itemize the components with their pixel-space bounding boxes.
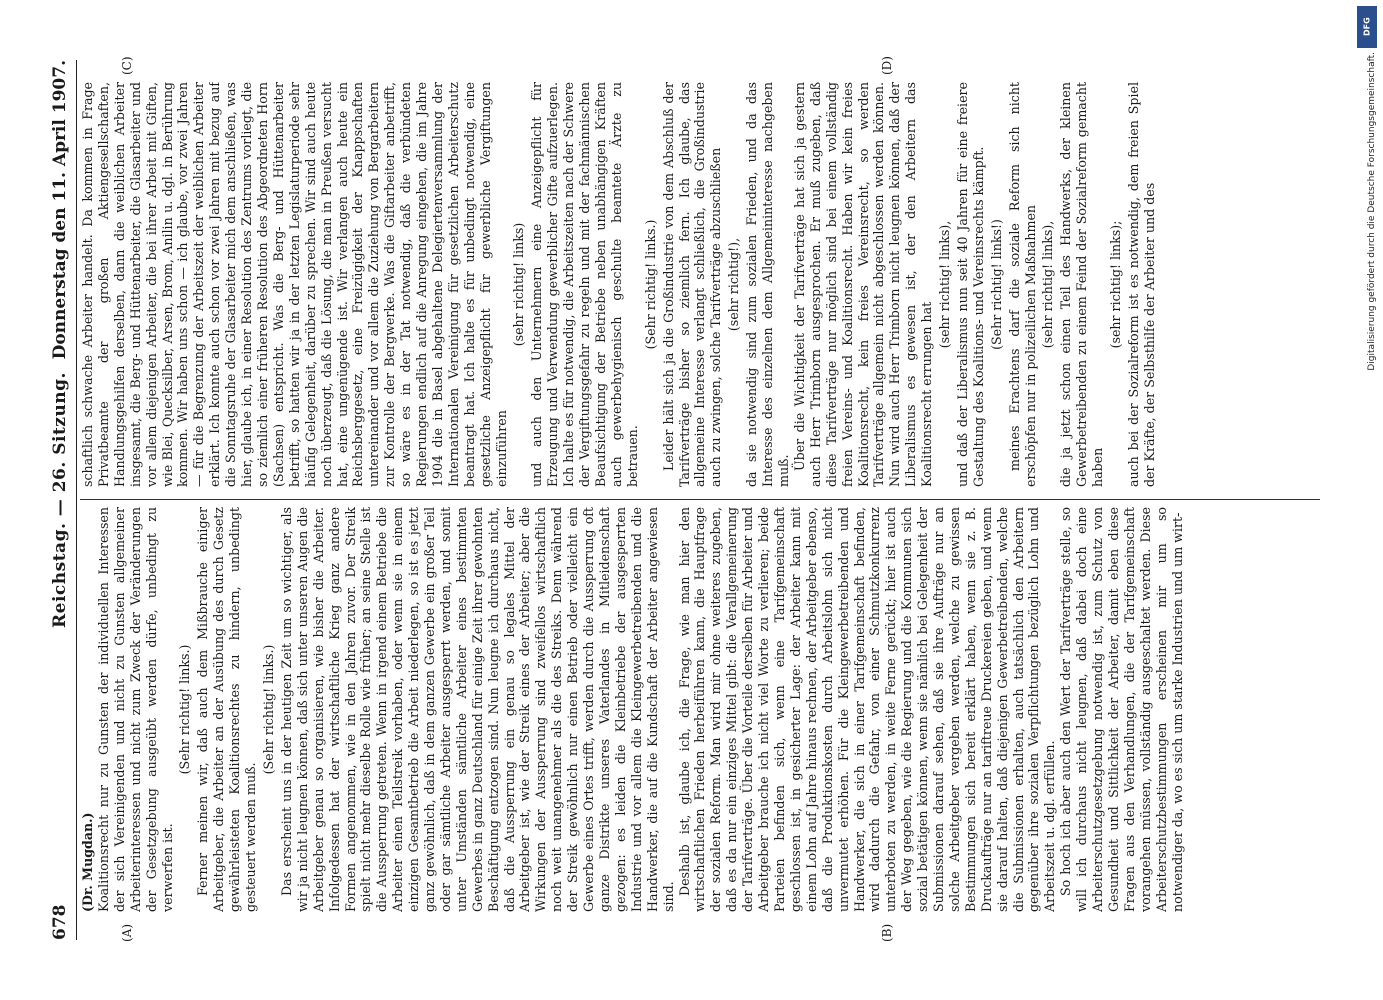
session-date: Donnerstag den 11. April 1907. bbox=[50, 60, 70, 360]
running-head bbox=[50, 60, 72, 940]
interjection: (Sehr richtig! links.) bbox=[260, 644, 276, 775]
paragraph: Koalitionsrecht nur zu Gunsten der individuellen Interessen der sich Vereinigenden und nicht zu Gunsten allgemeiner Arbeiterinteressen und nicht zum Zweck der Veränderungen der Gesetzgebung ausgeübt werden dürfe, unbedingt zu verwerfen ist. bbox=[95, 507, 175, 912]
paragraph: und daß der Liberalismus nun seit 40 Jahren für eine freiere Gestaltung des Koalitions- und Vereinsrechts kämpft. bbox=[954, 82, 986, 487]
paragraph: Über die Wichtigkeit der Tarifverträge hat sich ja gestern auch Herr Trimborn ausgesprochen. Er muß zugeben, daß diese Tarifverträge nur möglich sind bei einem vollständig freien Vereins- und Koalitionsrecht. Haben wir kein freies Koalitionsrecht, kein freies Vereinsrecht, so werden Tarifverträge allgemein nicht abgeschlossen werden können. Nun wird auch Herr Trimborn nicht leugnen können, daß der Liberalismus es gewesen ist, der den Arbeitern das Koalitionsrecht errungen hat bbox=[791, 82, 935, 487]
dfg-logo: DFG bbox=[1357, 6, 1377, 48]
paragraph: auch bei der Sozialreform ist es notwendig, dem freien Spiel der Kräfte, der Selbsthilfe der Arbeiter und des bbox=[1126, 82, 1157, 487]
speaker-label: (Dr. Mugdan.) bbox=[80, 812, 95, 912]
page-number: 678 bbox=[50, 904, 70, 940]
interjection: (sehr richtig! links), bbox=[1040, 220, 1056, 349]
paragraph: die ja jetzt schon einen Teil des Handwerks, der kleinen Gewerbetreibenden zu einem Feind der Sozialreform gemacht haben bbox=[1058, 82, 1106, 487]
interjection: (sehr richtig! links); bbox=[1108, 220, 1124, 349]
paragraph: meines Erachtens darf die soziale Reform sich nicht erschöpfen nur in polizeilichen Maßnahmen bbox=[1006, 82, 1038, 487]
interjection: (sehr richtig! links) bbox=[511, 222, 527, 347]
interjection: (sehr richtig! links), bbox=[937, 220, 953, 349]
interjection: (Sehr richtig! links.) bbox=[177, 644, 193, 775]
paragraph: Leider hält sich ja die Großindustrie von dem Abschluß der Tarifverträge bisher so ziemlich fern. Ich glaube, das allgemeine Interesse verlangt schließlich, die Großindustrie auch zu zwingen, solche Tarifverträge abzuschließen bbox=[660, 82, 724, 487]
session-title: Reichstag. — 26. Sitzung. bbox=[50, 372, 70, 628]
header-rule bbox=[76, 60, 77, 940]
interjection: (Sehr richtig! links!) bbox=[988, 219, 1004, 350]
right-column bbox=[80, 82, 1320, 487]
paragraph: schaftlich schwache Arbeiter handelt. Da kommen in Frage Privatbeamte der großen Aktiengesellschaften, Handlungsgehilfen derselben, dann die weiblichen Arbeiter insgesamt, die Berg- und Hüttenarbeiter, die Glasarbeiter und vor allem diejenigen Arbeiter, die bei ihrer Arbeit mit Giften, wie Blei, Quecksilber, Arsen, Brom, Anilin u. dgl. in Berührung kommen. Wir haben uns schon — ich glaube, vor zwei Jahren — für die Begrenzung der Arbeitszeit der weiblichen Arbeiter erklärt. Ich konnte auch schon vor zwei Jahren mit bezug auf die Sonntagsruhe der Glasarbeiter mich dem anschließen, was hier, glaube ich, in einer Resolution des Zentrums vorliegt, die so ziemlich einer früheren Resolution des Abgeordneten Horn (Sachsen) entspricht. Was die Berg- und Hüttenarbeiter betrifft, so hatten wir ja in der letzten Legislaturperiode sehr häufig Gelegenheit, darüber zu sprechen. Wir sind auch heute noch überzeugt, daß die Lösung, die man in Preußen versucht hat, eine ungenügende ist. Wir verlangen auch heute ein Reichsberggesetz, eine Freizügigkeit der Knappschaften untereinander und vor allem die Zuziehung von Bergarbeitern zur Kontrolle der Bergwerke. Was die Giftarbeiter anbetrifft, so wäre es in der Tat notwendig, daß die verbündeten Regierungen endlich auf die Anregung eingehen, die im Jahre 1904 die in Basel abgehaltene Delegiertenversammlung der Internationalen Vereinigung für gesetzlichen Arbeiterschutz beantragt hat. Ich halte es für unbedingt notwendig, eine gesetzliche Anzeigepflicht für gewerbliche Vergiftungen einzuführen bbox=[80, 82, 509, 487]
digitization-note: Digitalisierung gefördert durch die Deutsche Forschungsgemeinschaft. bbox=[1367, 52, 1377, 371]
paragraph: Ferner meinen wir, daß auch dem Mißbrauche einiger Arbeitgeber, die Arbeiter an der Ausübung des durch Gesetz gewährleisteten Koalitionsrechtes zu hindern, unbedingt gesteuert werden muß. bbox=[195, 507, 259, 912]
margin-mark-b: (B) bbox=[880, 923, 894, 942]
paragraph: Das erscheint uns in der heutigen Zeit um so wichtiger, als wir ja nicht leugnen können, daß sich unter unseren Augen die Arbeitgeber genau so organisieren, wie bisher die Arbeiter. Infolgedessen hat der wirtschaftliche Krieg ganz andere Formen angenommen, wie in den Jahren zuvor. Der Streik spielt nicht mehr dieselbe Rolle wie früher; an seine Stelle ist die Aussperrung getreten. Wenn in irgend einem Betriebe die Arbeiter einen Teilstreik vorhaben, oder wenn sie in einem einzigen Gesamtbetrieb die Arbeit niederlegen, so ist es jetzt ganz gewöhnlich, daß in dem ganzen Gewerbe ein großer Teil oder gar sämtliche Arbeiter ausgesperrt werden, und somit unter Umständen sämtliche Arbeiter eines bestimmten Gewerbes in ganz Deutschland für einige Zeit ihrer gewohnten Beschäftigung entzogen sind. Nun leugne ich durchaus nicht, daß die Aussperrung ein genau so legales Mittel der Arbeitgeber ist, wie der Streik eines der Arbeiter; aber die Wirkungen der Aussperrung sind zweifellos wirtschaftlich noch weit unangenehmer als die des Streiks. Denn während der Streik gewöhnlich nur einen Betrieb oder vielleicht ein Gewerbe eines Ortes trifft, werden durch die Aussperrung oft ganze Distrikte unseres Vaterlandes in Mitleidenschaft gezogen: es leiden die Kleinbetriebe der ausgesperrten Industrie und vor allem die Kleingewerbetreibenden und die Handwerker, die auf die Kundschaft der Arbeiter angewiesen sind. bbox=[278, 507, 676, 912]
column-divider bbox=[80, 499, 1320, 500]
margin-mark-d: (D) bbox=[880, 56, 894, 75]
interjection: (Sehr richtig! links.) bbox=[642, 219, 658, 350]
paragraph: Deshalb ist, glaube ich, die Frage, wie man hier den wirtschaftlichen Frieden herbeiführen kann, die Hauptfrage der sozialen Reform. Man wird mir ohne weiteres zugeben, daß es da nur ein einziges Mittel gibt: die Verallgemeinerung der Tarifverträge. Über die Vorteile derselben für Arbeiter und Arbeitgeber brauche ich nicht viel Worte zu verlieren; beide Parteien befinden sich, wenn eine Tarifgemeinschaft geschlossen ist, in gesicherter Lage: der Arbeiter kann mit einem Lohn auf Jahre hinaus rechnen, der Arbeitgeber ebenso, daß die Produktionskosten durch Arbeitslohn sich nicht unvermutet erhöhen. Für die Kleingewerbetreibenden und Handwerker, die sich in einer Tarifgemeinschaft befinden, wird dadurch die Gefahr, von einer Schmutzkonkurrenz unterboten zu werden, in weite Ferne gerückt; hier ist auch der Weg gegeben, wie die Regierung und die Kommunen sich sozial betätigen können, wenn sie nämlich bei Gelegenheit der Submissionen darauf sehen, daß sie ihre Aufträge nur an solche Arbeitgeber vergeben werden, welche zu gewissen Bestimmungen sich bereit erklärt haben, wenn sie z. B. Druckaufträge nur an tariftreue Druckereien geben, und wenn sie darauf halten, daß diejenigen Gewerbetreibenden, welche die Submissionen erhalten, auch tatsächlich den Arbeitern gegenüber ihre sozialen Verpflichtungen bezüglich Lohn und Arbeitszeit u. dgl. erfüllen. bbox=[676, 507, 1058, 912]
paragraph: und auch den Unternehmern eine Anzeigepflicht für Erzeugung und Verwendung gewerblicher Gifte aufzuerlegen. Ich halte es für notwendig, die Arbeitszeiten nach der Schwere der Vergiftungsgefahr zu regeln und mit der fachmännischen Beaufsichtigung der Betriebe neben unabhängigen Kräften auch gewerbehygienisch geschulte beamtete Ärzte zu betrauen. bbox=[529, 82, 640, 487]
left-column bbox=[80, 507, 1320, 912]
margin-mark-c: (C) bbox=[120, 56, 134, 75]
margin-mark-a: (A) bbox=[120, 923, 134, 942]
paragraph: da sie notwendig sind zum sozialen Frieden, und da das Interesse des einzelnen dem Allgemeininteresse nachgeben muß. bbox=[744, 82, 791, 487]
paragraph: So hoch ich aber auch den Wert der Tarifverträge stelle, so will ich durchaus nicht leugnen, daß dabei doch eine Arbeiterschutzgesetzgebung notwendig ist, zum Schutz von Gesundheit und Sittlichkeit der Arbeiter, damit eben diese Fragen aus den Verhandlungen, die der Tarifgemeinschaft vorangehen müssen, vollständig ausgeschaltet werden. Diese Arbeiterschutzbestimmungen erscheinen mir um so notwendiger da, wo es sich um starke Industrien und um wirt- bbox=[1058, 507, 1185, 912]
interjection: (sehr richtig!), bbox=[726, 237, 742, 332]
